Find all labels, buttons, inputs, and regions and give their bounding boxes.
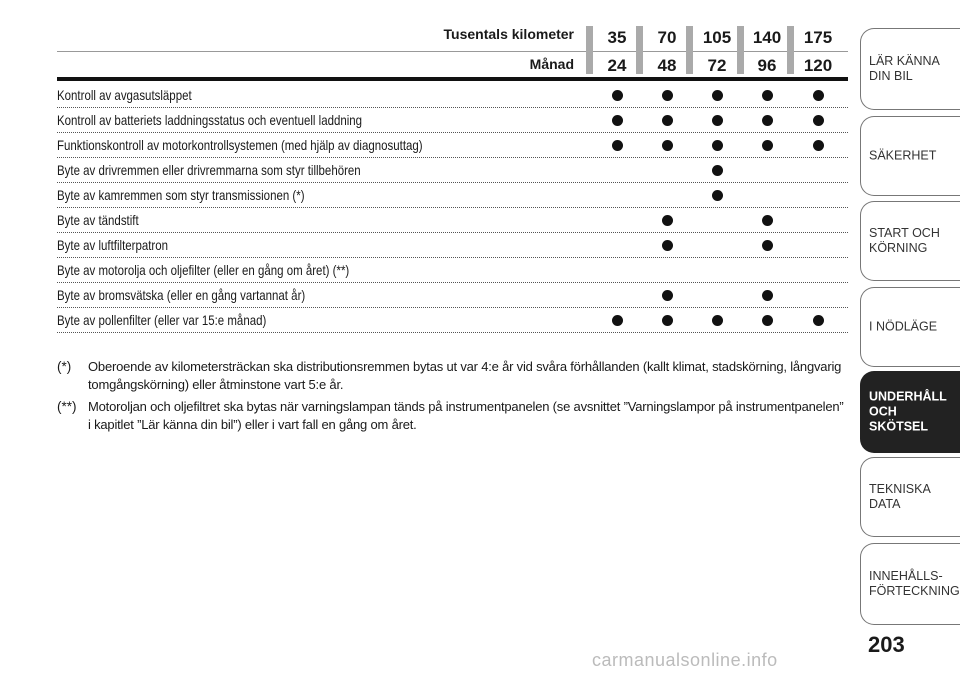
column-separator	[686, 26, 693, 74]
tab-label: TEKNISKA DATA	[869, 482, 931, 511]
page-number: 203	[868, 632, 905, 657]
service-dot	[662, 215, 673, 226]
column-separator	[586, 26, 593, 74]
table-row	[57, 283, 848, 308]
table-row	[57, 258, 848, 283]
tab-6[interactable]	[860, 457, 960, 537]
row-label: Kontroll av avgasutsläppet	[57, 87, 192, 103]
service-dot	[612, 90, 623, 101]
service-dot	[813, 90, 824, 101]
footnote-text: Oberoende av kilometersträckan ska distributionsremmen bytas ut var 4:e år vid svåra förhållanden (kallt klimat, stadskörning, långvarig tomgångskörning) eller åtminstone vart 5:e år.	[88, 359, 842, 392]
row-label: Kontroll av batteriets laddningsstatus och eventuell laddning	[57, 112, 363, 128]
service-dot	[712, 315, 723, 326]
header-divider	[57, 51, 848, 52]
header-rule	[57, 77, 848, 81]
table-row	[57, 158, 848, 183]
row-label: Byte av luftfilterpatron	[57, 237, 169, 253]
table-row	[57, 108, 848, 133]
row-label: Byte av motorolja och oljefilter (eller en gång om året) (**)	[57, 262, 350, 278]
watermark: carmanualsonline.info	[592, 650, 778, 670]
footnote-text: Motoroljan och oljefiltret ska bytas när varningslampan tänds på instrumentpanelen (se avsnittet ”Varningslampor på instrumentpanelen” i kapitlet ”Lär känna din bil”) eller i vart fall en gång om året.	[88, 399, 844, 432]
month-value: 96	[757, 56, 777, 75]
service-dot	[762, 215, 773, 226]
column-separator	[737, 26, 744, 74]
service-dot	[712, 90, 723, 101]
table-row	[57, 208, 848, 233]
service-dot	[712, 140, 723, 151]
service-dot	[662, 115, 673, 126]
km-value: 35	[607, 28, 627, 47]
service-dot	[762, 140, 773, 151]
tab-label: INNEHÅLLS-FÖRTECKNING	[869, 569, 960, 598]
tab-5[interactable]	[860, 371, 960, 453]
service-dot	[712, 115, 723, 126]
table-row	[57, 308, 848, 333]
tab-label: I NÖDLÄGE	[869, 319, 938, 334]
km-header-label: Tusentals kilometer	[443, 26, 574, 42]
service-dot	[612, 140, 623, 151]
tab-label: SÄKERHET	[869, 148, 937, 163]
column-separator	[787, 26, 794, 74]
month-value: 120	[803, 56, 833, 75]
km-value: 105	[702, 28, 732, 47]
row-label: Byte av tändstift	[57, 212, 139, 228]
service-dot	[762, 240, 773, 251]
service-dot	[662, 290, 673, 301]
service-dot	[762, 90, 773, 101]
km-value: 70	[657, 28, 677, 47]
month-value: 72	[707, 56, 727, 75]
service-dot	[712, 190, 723, 201]
footnote-marker: (*)	[57, 359, 72, 374]
tab-label: LÄR KÄNNA DIN BIL	[869, 54, 940, 83]
row-label: Byte av kamremmen som styr transmissionen (*)	[57, 187, 305, 203]
table-row	[57, 233, 848, 258]
tab-label: START OCH KÖRNING	[869, 226, 940, 255]
row-label: Byte av pollenfilter (eller var 15:e månad)	[57, 312, 267, 328]
service-dot	[662, 315, 673, 326]
month-value: 48	[657, 56, 677, 75]
row-label: Byte av drivremmen eller drivremmarna som styr tillbehören	[57, 162, 361, 178]
tab-2[interactable]	[860, 116, 960, 196]
month-header-label: Månad	[529, 56, 574, 72]
row-label: Funktionskontroll av motorkontrollsystemen (med hjälp av diagnosuttag)	[57, 137, 423, 153]
service-dot	[662, 90, 673, 101]
service-dot	[762, 115, 773, 126]
service-dot	[712, 165, 723, 176]
service-dot	[813, 140, 824, 151]
service-dot	[762, 315, 773, 326]
service-dot	[612, 315, 623, 326]
tab-label: UNDERHÅLL OCH SKÖTSEL	[869, 389, 947, 434]
row-label: Byte av bromsvätska (eller en gång vartannat år)	[57, 287, 306, 303]
month-value: 24	[607, 56, 627, 75]
tab-1[interactable]	[860, 28, 960, 110]
footnote-marker: (**)	[57, 399, 77, 414]
service-dot	[662, 140, 673, 151]
column-separator	[636, 26, 643, 74]
km-value: 175	[803, 28, 833, 47]
km-value: 140	[752, 28, 782, 47]
service-dot	[813, 115, 824, 126]
table-row	[57, 183, 848, 208]
footnote	[57, 358, 848, 396]
service-dot	[612, 115, 623, 126]
service-dot	[813, 315, 824, 326]
tab-7[interactable]	[860, 543, 960, 625]
service-dot	[762, 290, 773, 301]
tab-4[interactable]	[860, 287, 960, 367]
footnote	[57, 398, 848, 436]
tab-3[interactable]	[860, 201, 960, 281]
service-dot	[662, 240, 673, 251]
table-row	[57, 133, 848, 158]
table-row	[57, 83, 848, 108]
